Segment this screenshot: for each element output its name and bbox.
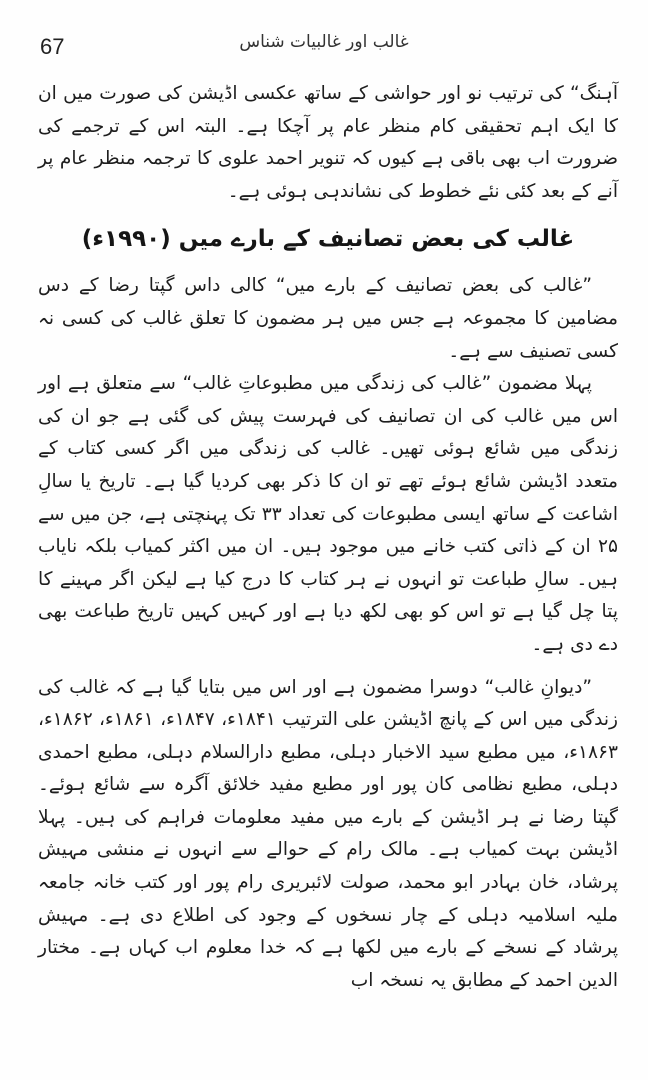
paragraph-continued: آہنگ“ کی ترتیب نو اور حواشی کے ساتھ عکسی اڈیشن کی صورت میں ان کا ایک اہم تحقیقی کام منظر عام پر آچکا ہے۔ البتہ اس کے ترجمے کی ضرورت اب بھی باقی ہے کیوں کہ تنویر احمد علوی کا ترجمہ منظر عام پر آنے کے بعد کئی نئے خطوط کی نشاندہی ہوئی ہے۔ — [38, 83, 618, 202]
paragraph-intro: ”غالب کی بعض تصانیف کے بارے میں“ کالی داس گپتا رضا کے دس مضامین کا مجموعہ ہے جس میں ہر مضمون کا تعلق غالب کی کسی نہ کسی تصنیف سے ہے۔ — [38, 275, 618, 362]
paragraph-first-essay: پہلا مضمون ”غالب کی زندگی میں مطبوعاتِ غالب“ سے متعلق ہے اور اس میں غالب کی ان تصانیف کی فہرست پیش کی گئی ہے جو ان کی زندگی میں شائع ہوئی تھیں۔ غالب کی زندگی میں اگر کسی کتاب کے متعدد اڈیشن شائع ہوئے تھے تو ان کا ذکر بھی کردیا گیا ہے۔ تاریخ یا سالِ اشاعت کے ساتھ ایسی مطبوعات کی تعداد ۳۳ تک پہنچتی ہے، جن میں سے ۲۵ ان کے ذاتی کتب خانے میں موجود ہیں۔ ان میں اکثر کمیاب بلکہ نایاب ہیں۔ سالِ طباعت تو انہوں نے ہر کتاب کا درج کیا ہے لیکن اگر مہینے کا پتا چل گیا ہے تو اس کو بھی لکھ دیا ہے اور کہیں کہیں تاریخ طباعت بھی دے دی ہے۔ — [38, 373, 618, 655]
paragraph-second-essay: ”دیوانِ غالب“ دوسرا مضمون ہے اور اس میں بتایا گیا ہے کہ غالب کی زندگی میں اس کے پانچ اڈیشن علی الترتیب ۱۸۴۱ء، ۱۸۴۷ء، ۱۸۶۱ء، ۱۸۶۲ء، ۱۸۶۳ء، میں مطبع سید الاخبار دہلی، مطبع دارالسلام دہلی، مطبع احمدی دہلی، مطبع نظامی کان پور اور مطبع مفید خلائق آگرہ سے شائع ہوئے۔ گپتا رضا نے ہر اڈیشن کے بارے میں مفید معلومات فراہم کی ہیں۔ پہلا اڈیشن بہت کمیاب ہے۔ مالک رام کے حوالے سے انہوں نے منشی مہیش پرشاد، خان بہادر ابو محمد، صولت لائبریری رام پور اور کتب خانہ جامعہ ملیہ اسلامیہ دہلی کے چار نسخوں کے وجود کی اطلاع دی ہے۔ مہیش پرشاد کے نسخے کے بارے میں لکھا ہے کہ خدا معلوم اب کہاں ہے۔ مختار الدین احمد کے مطابق یہ نسخہ اب — [38, 676, 619, 991]
running-title: غالب اور غالبیات شناس — [239, 32, 409, 52]
section-heading: غالب کی بعض تصانیف کے بارے میں (۱۹۹۰ء) — [81, 226, 575, 253]
page-body — [38, 78, 618, 997]
page-number: 67 — [40, 34, 65, 59]
paragraph-gap — [38, 662, 618, 672]
page-header — [34, 30, 614, 64]
